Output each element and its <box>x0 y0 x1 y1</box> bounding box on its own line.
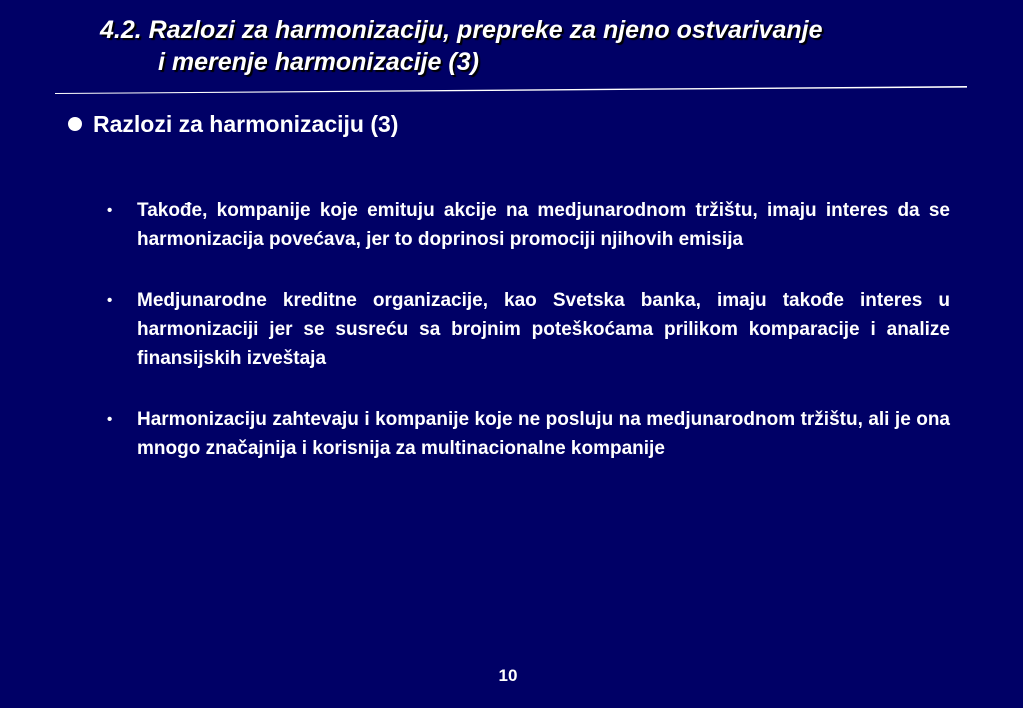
bullet-item <box>107 196 950 254</box>
slide-title <box>100 14 980 78</box>
title-divider <box>55 86 967 94</box>
section-heading-text: Razlozi za harmonizaciju (3) <box>93 111 399 137</box>
bullet-item <box>107 286 950 373</box>
bullet-list <box>107 196 950 495</box>
bullet-item-text: Harmonizaciju zahtevaju i kompanije koje ne posluju na medjunarodnom tržištu, ali je ona mnogo značajnija i korisnija za multinacionalne kompanije <box>137 409 950 459</box>
round-bullet-icon <box>68 117 82 131</box>
bullet-dot-icon: • <box>107 292 113 309</box>
bullet-item-text: Medjunarodne kreditne organizacije, kao Svetska banka, imaju takođe interes u harmonizaciji jer se susreću sa brojnim poteškoćama prilikom komparacije i analize finansijskih izveštaja <box>137 290 950 369</box>
bullet-dot-icon: • <box>107 202 113 219</box>
bullet-item-text: Takođe, kompanije koje emituju akcije na medjunarodnom tržištu, imaju interes da se harmonizacija povećava, jer to doprinosi promociji njihovih emisija <box>137 200 950 250</box>
bullet-item <box>107 405 950 463</box>
page-number: 10 <box>498 666 518 685</box>
bullet-dot-icon: • <box>107 411 113 428</box>
slide-title-line-2: i merenje harmonizacije (3) <box>158 48 479 76</box>
section-heading <box>68 108 398 140</box>
slide-title-line-1: 4.2. Razlozi za harmonizaciju, prepreke za njeno ostvarivanje <box>100 16 823 44</box>
